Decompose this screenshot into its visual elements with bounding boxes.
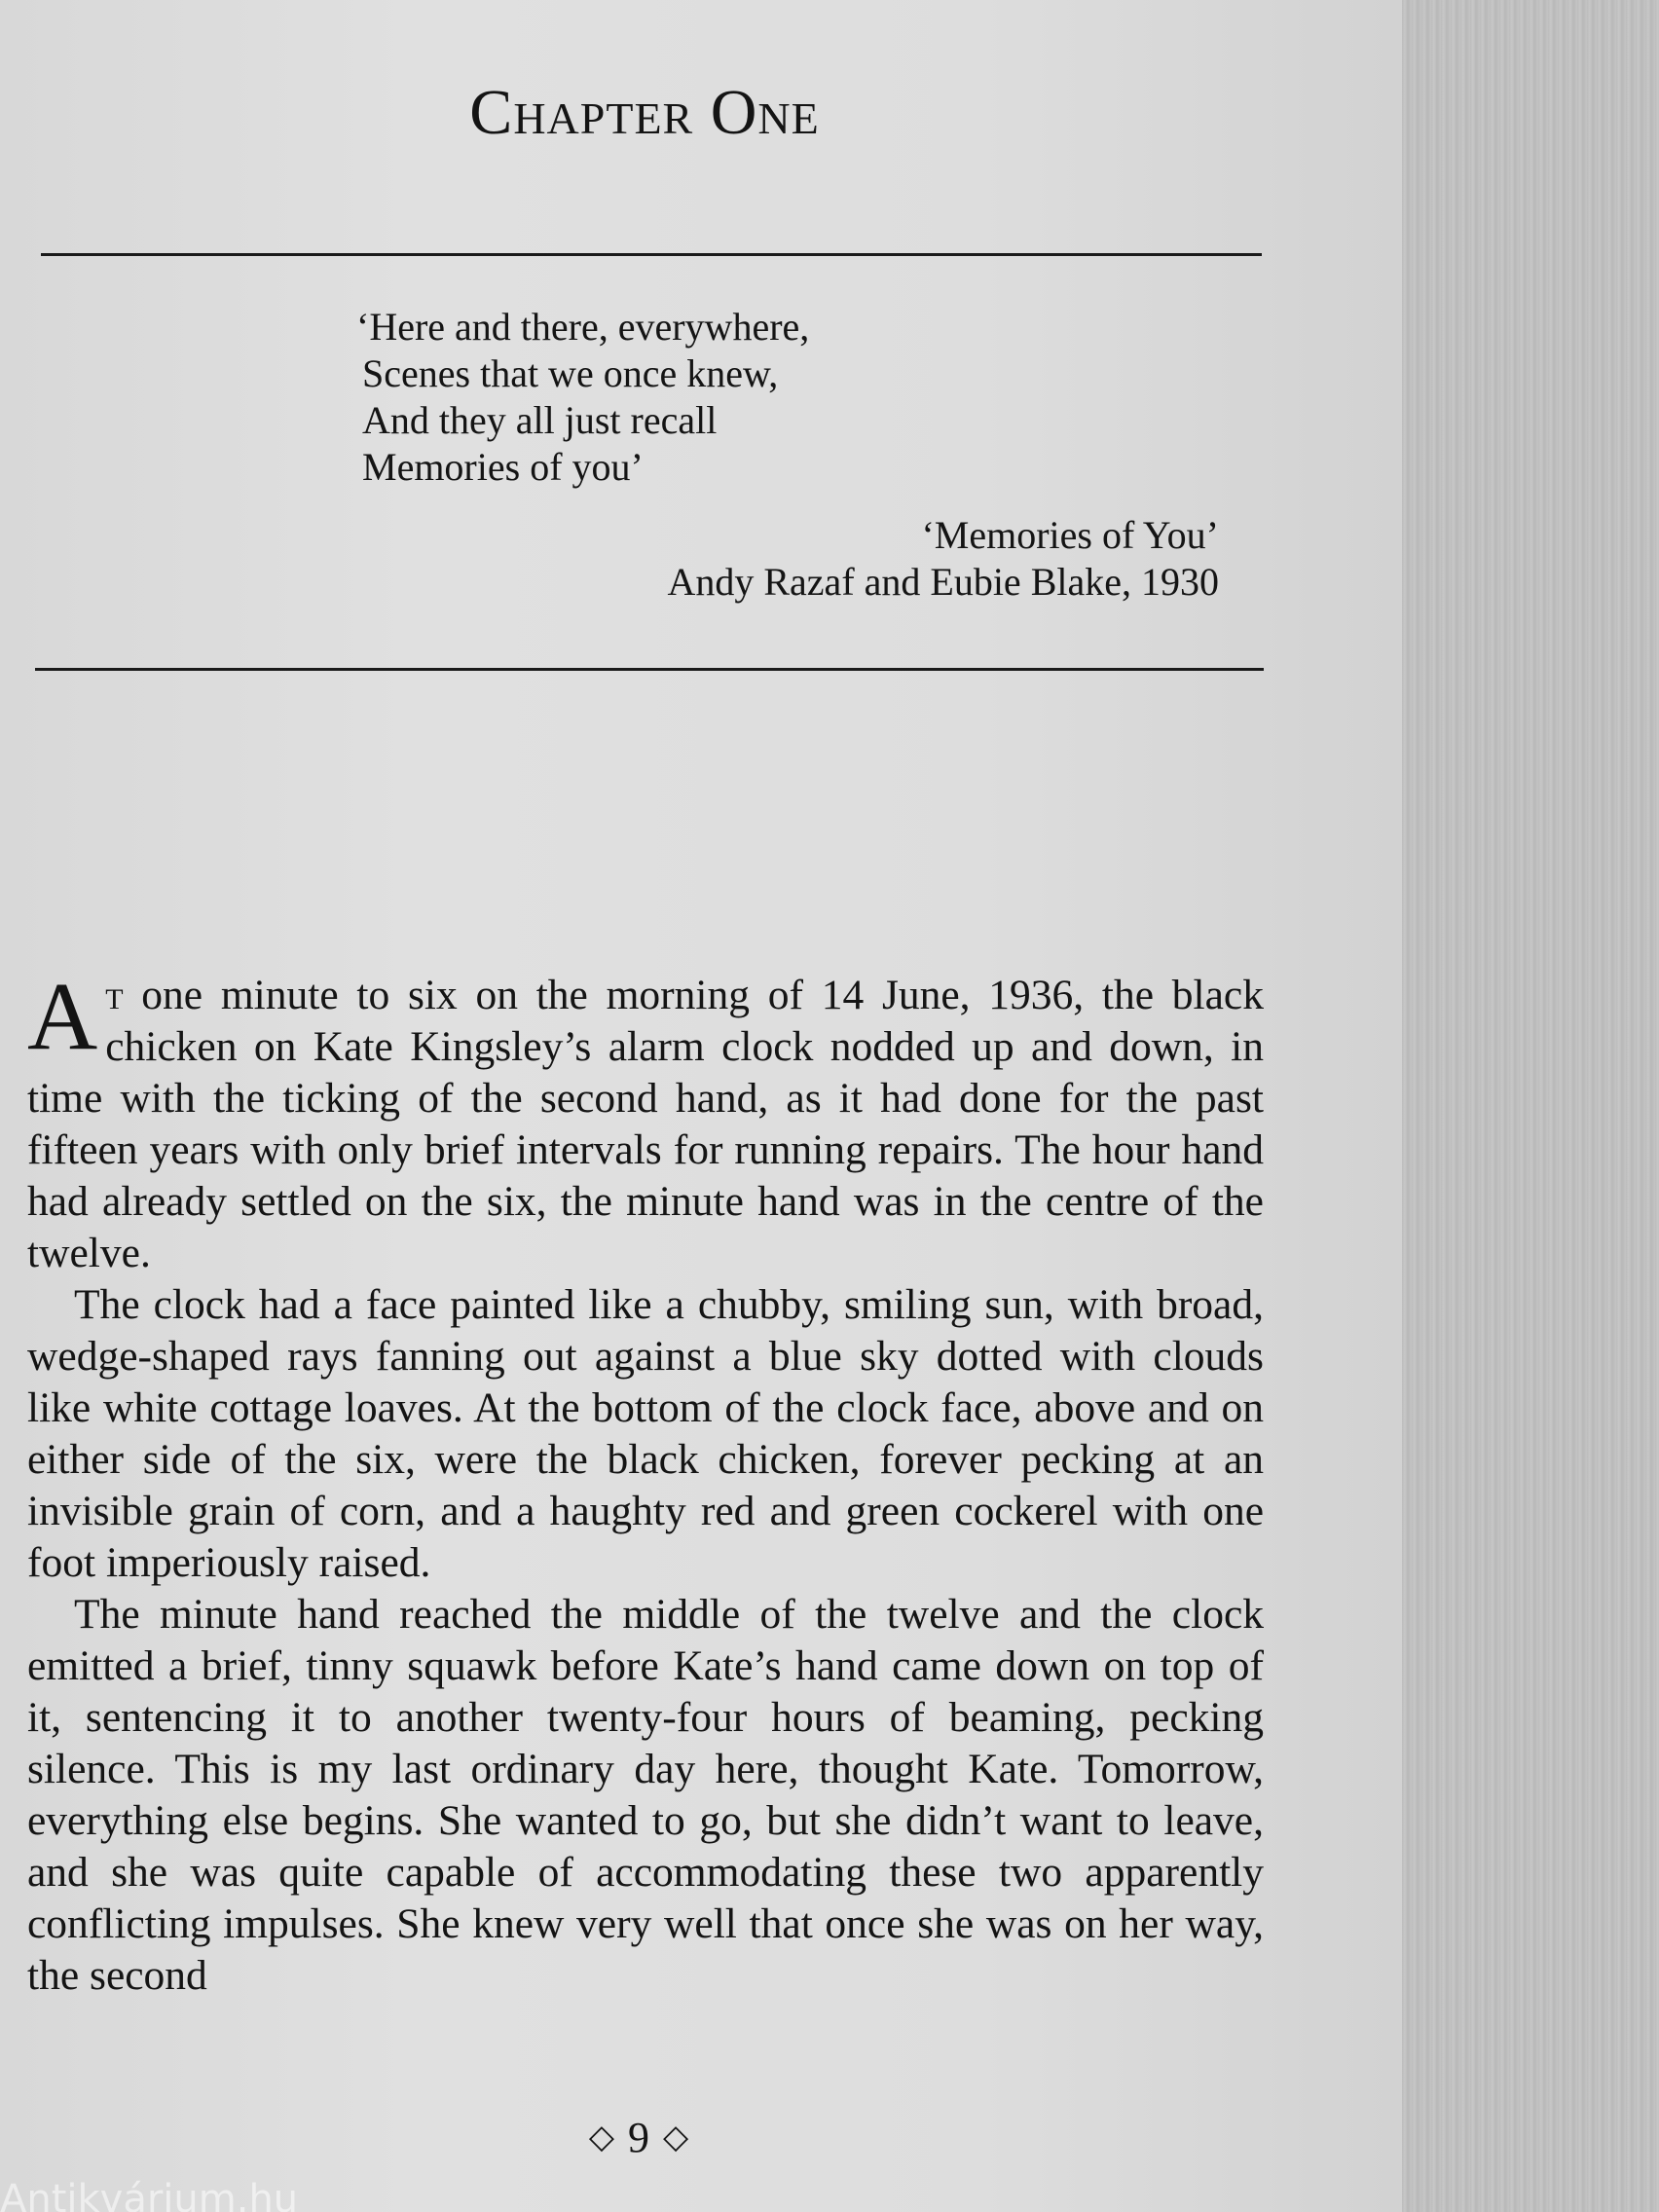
- watermark: Antikvárium.hu: [0, 2177, 299, 2212]
- epigraph-credit: Andy Razaf and Eubie Blake, 1930: [667, 560, 1219, 604]
- paragraph-3: The minute hand reached the middle of the twelve and the clock emitted a brief, tinny squawk before Kate’s hand came down on top of it, sentencing it to another twenty-four hours of beaming, pecking silence. This is my last ordinary day here, thought Kate. Tomorrow, everything else begins. She wanted to go, but she didn’t want to leave, and she was quite capable of accommodating these two apparently conflicting impulses. She knew very well that once she was on her way, the second: [27, 1591, 1264, 1999]
- epigraph-line-3: And they all just recall: [362, 398, 718, 442]
- chapter-title: Chapter One: [469, 77, 820, 148]
- diamond-ornament-right-icon: ◇: [663, 2118, 689, 2157]
- facing-page-edge: [1402, 0, 1659, 2212]
- epigraph-attribution: [0, 512, 1219, 606]
- epigraph-bottom-rule: [35, 668, 1264, 671]
- epigraph-line-4: Memories of you’: [362, 445, 644, 489]
- epigraph-line-1: ‘Here and there, everywhere,: [356, 305, 810, 349]
- paragraph-1: [27, 962, 1264, 1279]
- paragraph-1-text: one minute to six on the morning of 14 June, 1936, the black chicken on Kate Kingsley’s alarm clock nodded up and down, in time with the ticking of the second hand, as it had done for the past fifteen years with only brief intervals for running repairs. The hour hand had already settled on the six, the minute hand was in the centre of the twelve.: [27, 972, 1264, 1276]
- chapter-body: [27, 962, 1264, 2002]
- drop-cap-word-rest: t: [105, 972, 124, 1018]
- drop-cap: A: [27, 962, 98, 1070]
- page-number: 9: [628, 2114, 649, 2161]
- epigraph-song-title: ‘Memories of You’: [921, 513, 1219, 557]
- epigraph-top-rule: [41, 253, 1262, 256]
- page-footer: [0, 2113, 1277, 2162]
- epigraph-verse: [356, 304, 810, 491]
- epigraph-line-2: Scenes that we once knew,: [362, 351, 779, 395]
- diamond-ornament-left-icon: ◇: [588, 2118, 614, 2157]
- paragraph-2: The clock had a face painted like a chubby, smiling sun, with broad, wedge-shaped rays fanning out against a blue sky dotted with clouds like white cottage loaves. At the bottom of the clock face, above and on either side of the six, were the black chicken, forever pecking at an invisible grain of corn, and a haughty red and green cockerel with one foot imperiously raised.: [27, 1281, 1264, 1586]
